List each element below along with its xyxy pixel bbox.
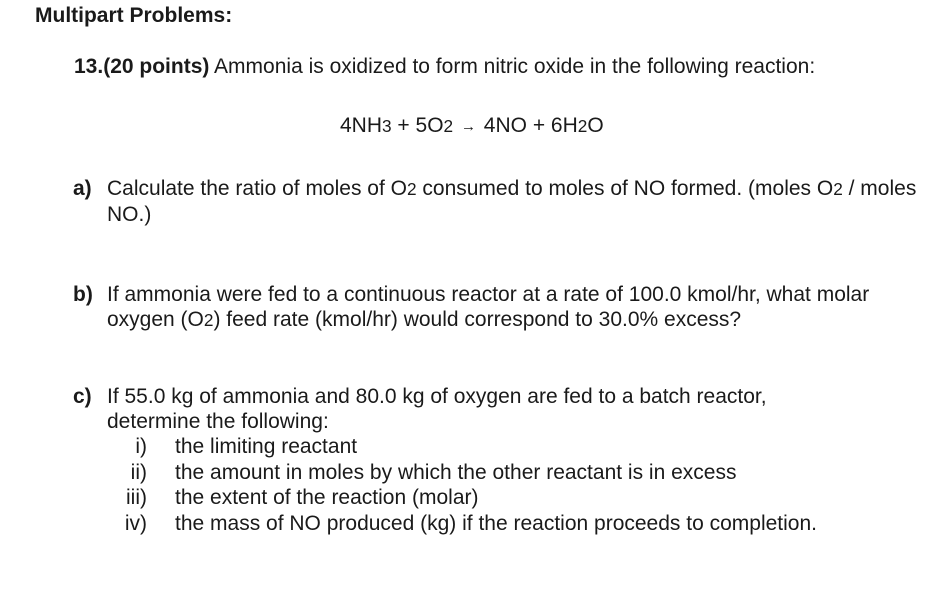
list-item bbox=[107, 460, 843, 486]
list-item-text: the mass of NO produced (kg) if the reaction proceeds to completion. bbox=[175, 511, 817, 535]
equation-subscript: 2 bbox=[443, 116, 454, 136]
list-item bbox=[107, 434, 843, 460]
part-c-letter: c) bbox=[73, 385, 92, 408]
problem-intro-text: Ammonia is oxidized to form nitric oxide in the following reaction: bbox=[209, 55, 816, 78]
part-a bbox=[73, 176, 933, 227]
list-item bbox=[107, 485, 843, 511]
equation-subscript: 3 bbox=[382, 116, 392, 136]
list-item-numeral: iv) bbox=[124, 511, 147, 535]
part-b-letter: b) bbox=[73, 283, 93, 306]
part-a-text: Calculate the ratio of moles of O2 consumed to moles of NO formed. (moles O2 / moles NO.) bbox=[107, 177, 917, 226]
equation-part: 4NH bbox=[340, 114, 383, 137]
section-title: Multipart Problems: bbox=[35, 4, 233, 27]
list-item-text: the amount in moles by which the other reactant is in excess bbox=[175, 460, 737, 484]
list-item-numeral: iii) bbox=[126, 486, 147, 509]
list-item bbox=[107, 511, 843, 537]
part-c-subitems bbox=[107, 434, 843, 536]
part-a-letter: a) bbox=[73, 177, 92, 200]
equation-part: 4NO + 6H bbox=[477, 114, 578, 137]
reaction-equation bbox=[340, 114, 604, 138]
list-item-numeral: ii) bbox=[130, 460, 147, 484]
problem-number: 13. bbox=[74, 55, 104, 78]
part-b-text: If ammonia were fed to a continuous reactor at a rate of 100.0 kmol/hr, what molar oxygen (O2) feed rate (kmol/hr) would correspond to 30.0% excess? bbox=[107, 283, 870, 331]
problem-intro bbox=[74, 55, 815, 79]
part-c bbox=[73, 384, 843, 536]
list-item-numeral: i) bbox=[135, 435, 147, 458]
part-c-text: If 55.0 kg of ammonia and 80.0 kg of oxygen are fed to a batch reactor, determine the following: bbox=[107, 385, 767, 433]
reaction-arrow-icon: → bbox=[460, 118, 476, 135]
list-item-text: the limiting reactant bbox=[175, 435, 358, 458]
equation-part: O bbox=[587, 114, 604, 137]
equation-subscript: 2 bbox=[577, 116, 588, 136]
part-b bbox=[73, 282, 873, 333]
list-item-text: the extent of the reaction (molar) bbox=[175, 486, 479, 509]
problem-points: (20 points) bbox=[103, 55, 210, 78]
equation-part: + 5O bbox=[391, 114, 444, 137]
